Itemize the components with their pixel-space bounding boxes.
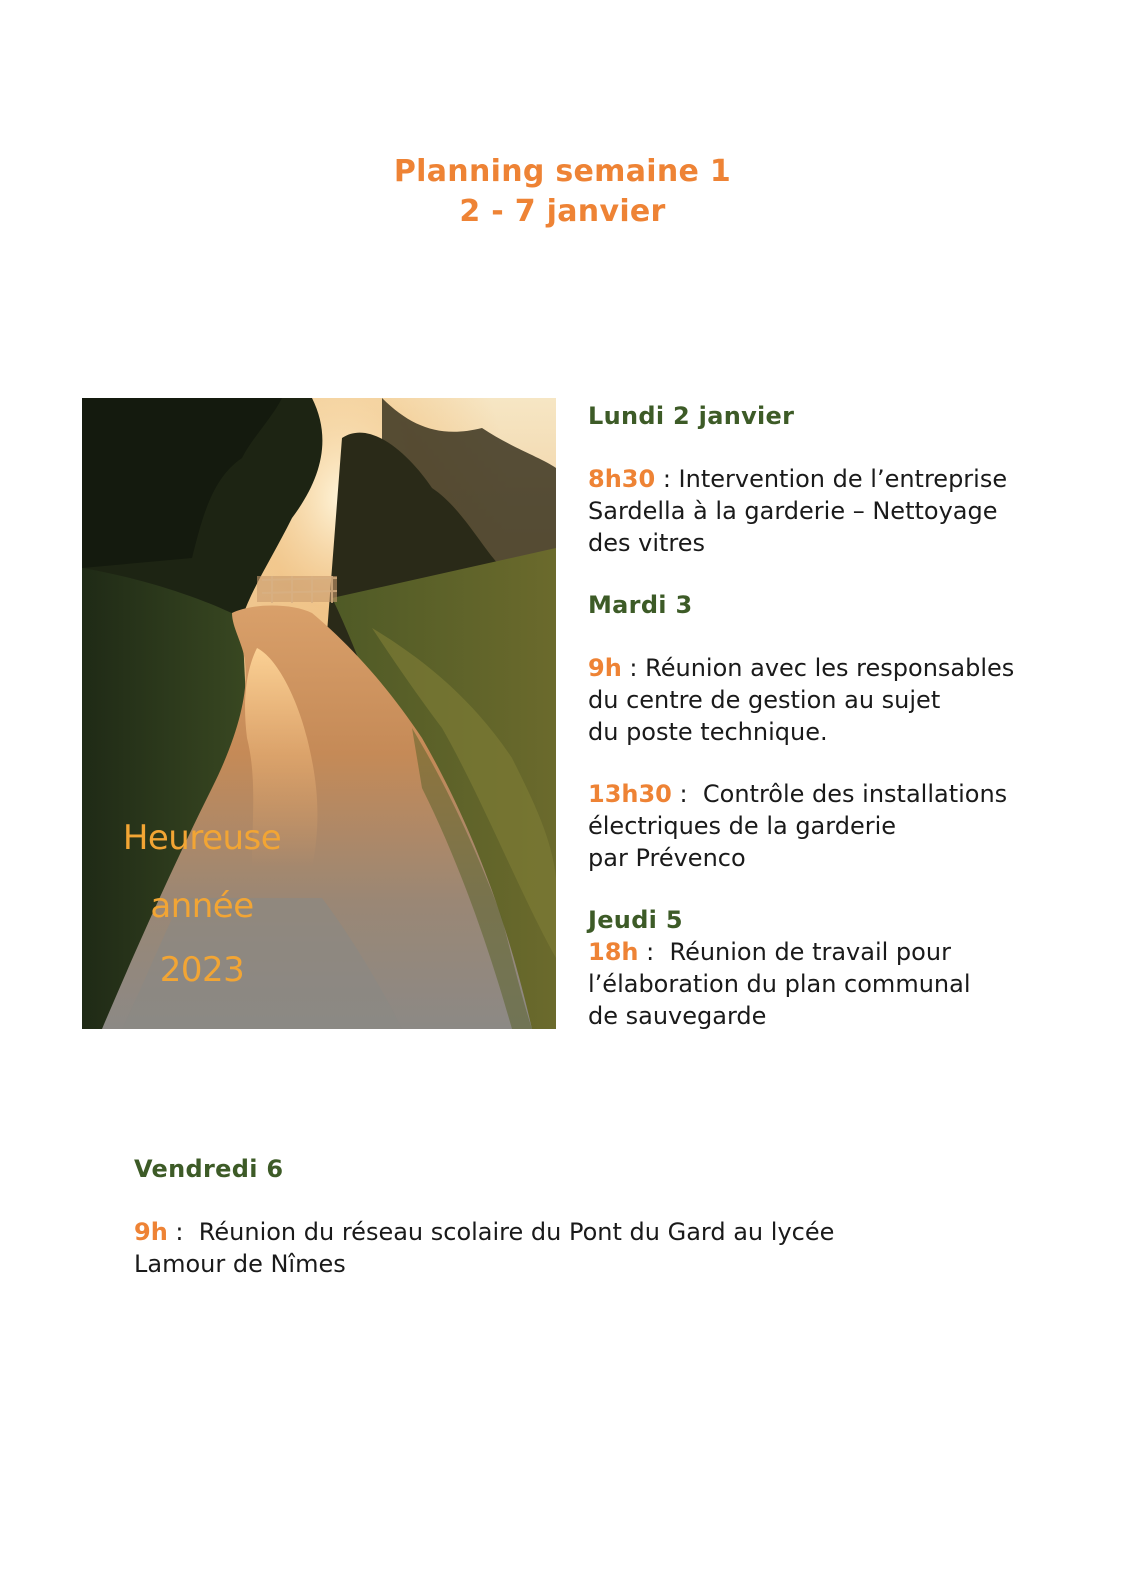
friday-section (134, 1153, 1034, 1280)
event-thursday-1 (588, 936, 1088, 1032)
event-separator: : (655, 465, 679, 493)
title-line-1: Planning semaine 1 (393, 154, 732, 189)
day-heading-friday: Vendredi 6 (134, 1155, 284, 1183)
event-line: des vitres (588, 529, 706, 557)
event-text: Réunion de travail pour (669, 938, 951, 966)
caption-line-2: année (150, 886, 254, 926)
event-line (588, 463, 1088, 495)
event-friday-1 (134, 1216, 1034, 1280)
day-heading-tuesday: Mardi 3 (588, 591, 693, 619)
day-heading-monday: Lundi 2 janvier (588, 402, 795, 430)
event-line: Lamour de Nîmes (134, 1250, 346, 1278)
event-separator: : (638, 938, 670, 966)
event-time: 9h (134, 1218, 168, 1246)
event-time: 8h30 (588, 465, 656, 493)
event-text: Contrôle des installations (702, 780, 1008, 808)
event-text: Réunion du réseau scolaire du Pont du Gard au lycée (198, 1218, 835, 1246)
event-line: du poste technique. (588, 718, 828, 746)
event-time: 9h (588, 654, 622, 682)
event-line: Sardella à la garderie – Nettoyage (588, 497, 998, 525)
event-time: 13h30 (588, 780, 672, 808)
event-line: de sauvegarde (588, 1002, 767, 1030)
event-tuesday-1 (588, 652, 1088, 748)
event-line: par Prévenco (588, 844, 746, 872)
day-heading-thursday: Jeudi 5 (588, 906, 683, 934)
page-title (0, 152, 1125, 232)
schedule-column (588, 400, 1088, 1032)
title-line-2: 2 - 7 janvier (459, 194, 666, 229)
event-line (588, 778, 1088, 810)
event-line (588, 652, 1088, 684)
event-monday-1 (588, 463, 1088, 559)
caption-line-3: 2023 (159, 950, 245, 990)
event-line: électriques de la garderie (588, 812, 897, 840)
event-text: Intervention de l’entreprise (678, 465, 1008, 493)
event-separator: : (621, 654, 646, 682)
event-line (134, 1216, 1034, 1248)
event-separator: : (671, 780, 703, 808)
event-time: 18h (588, 938, 639, 966)
event-tuesday-2 (588, 778, 1088, 874)
new-year-photo (82, 398, 556, 1029)
event-line: du centre de gestion au sujet (588, 686, 941, 714)
event-separator: : (167, 1218, 199, 1246)
caption-line-1: Heureuse (122, 818, 282, 858)
event-line: l’élaboration du plan communal (588, 970, 971, 998)
event-line (588, 936, 1088, 968)
event-text: Réunion avec les responsables (645, 654, 1015, 682)
country-road-illustration (82, 398, 556, 1029)
